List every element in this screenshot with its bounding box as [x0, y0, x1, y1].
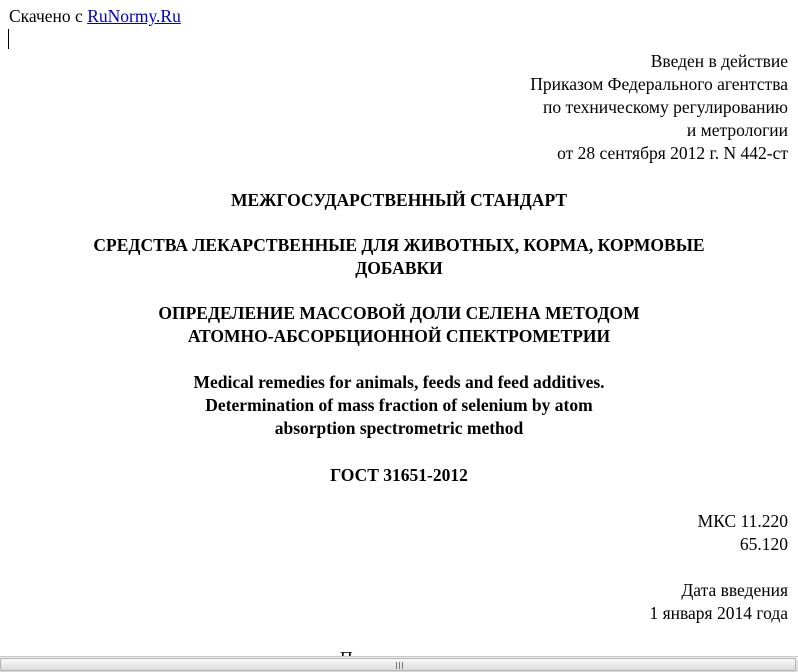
source-prefix: Скачено с: [9, 6, 83, 26]
enactment-line: и метрологии: [686, 120, 788, 140]
enactment-line: Приказом Федерального агентства: [530, 74, 788, 94]
mks-block: [698, 510, 788, 556]
mks-code: МКС 11.220: [697, 511, 788, 531]
title-line: АТОМНО-АБСОРБЦИОННОЙ СПЕКТРОМЕТРИИ: [187, 326, 611, 346]
title-ru-part1: [0, 234, 798, 280]
enactment-line: от 28 сентября 2012 г. N 442-ст: [557, 143, 788, 163]
intro-date-value: 1 января 2014 года: [649, 603, 788, 623]
standard-type: МЕЖГОСУДАРСТВЕННЫЙ СТАНДАРТ: [230, 190, 568, 210]
scrollbar-thumb[interactable]: [0, 658, 796, 671]
title-line: Determination of mass fraction of selenium by atom: [205, 395, 593, 415]
title-en: [0, 371, 798, 440]
title-ru-part2: [0, 302, 798, 348]
title-line: absorption spectrometric method: [274, 418, 524, 438]
intro-date-label: Дата введения: [681, 580, 788, 600]
mks-code: 65.120: [739, 534, 788, 554]
enactment-line: Введен в действие: [650, 51, 788, 71]
intro-date-block: [649, 579, 788, 625]
horizontal-scrollbar[interactable]: [0, 656, 798, 672]
grip-icon: [395, 662, 404, 669]
enactment-block: [530, 50, 788, 165]
title-line: ОПРЕДЕЛЕНИЕ МАССОВОЙ ДОЛИ СЕЛЕНА МЕТОДОМ: [158, 303, 640, 323]
enactment-line: по техническому регулированию: [542, 97, 788, 117]
text-cursor: [8, 29, 9, 49]
source-line: [9, 5, 181, 27]
standard-number: ГОСТ 31651-2012: [330, 465, 468, 485]
title-line: СРЕДСТВА ЛЕКАРСТВЕННЫЕ ДЛЯ ЖИВОТНЫХ, КОРМА, КОРМОВЫЕ: [93, 235, 705, 255]
title-line: Medical remedies for animals, feeds and feed additives.: [193, 372, 605, 392]
title-line: ДОБАВКИ: [355, 258, 443, 278]
source-link[interactable]: RuNormy.Ru: [87, 6, 181, 26]
